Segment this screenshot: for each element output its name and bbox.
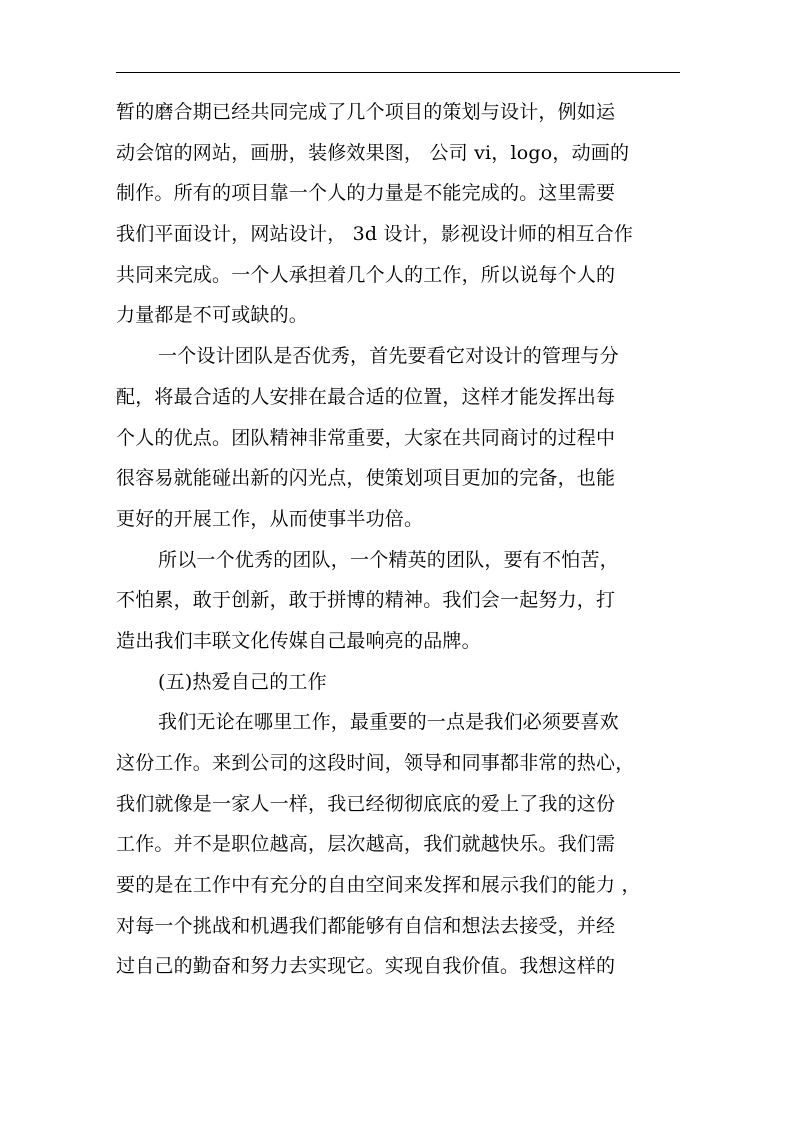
text-line-18: 我们就像是一家人一样，我已经彻彻底底的爱上了我的这份 xyxy=(116,792,616,815)
text-line-12: 所以一个优秀的团队，一个精英的团队，要有不怕苦， xyxy=(158,548,619,571)
text-line-3: 制作。所有的项目靠一个人的力量是不能完成的。这里需要 xyxy=(116,182,616,205)
header-rule xyxy=(116,72,680,73)
text-line-13: 不怕累，敢于创新，敢于拼博的精神。我们会一起努力，打 xyxy=(116,589,616,612)
text-line-4: 我们平面设计，网站设计， 3d 设计，影视设计师的相互合作 xyxy=(116,223,634,246)
text-line-19: 工作。并不是职位越高，层次越高，我们就越快乐。我们需 xyxy=(116,833,616,856)
text-line-8: 配，将最合适的人安排在最合适的位置，这样才能发挥出每 xyxy=(116,385,616,408)
text-line-7: 一个设计团队是否优秀，首先要看它对设计的管理与分 xyxy=(158,345,619,368)
text-line-17: 这份工作。来到公司的这段时间，领导和同事都非常的热心， xyxy=(116,752,635,774)
text-line-2: 动会馆的网站，画册，装修效果图， 公司 vi，logo，动画的 xyxy=(116,141,630,164)
text-line-14: 造出我们丰联文化传媒自己最响亮的品牌。 xyxy=(116,629,481,652)
text-line-6: 力量都是不可或缺的。 xyxy=(116,304,309,327)
section-heading: (五)热爱自己的工作 xyxy=(158,670,327,693)
document-body xyxy=(116,92,696,987)
text-line-10: 很容易就能碰出新的闪光点，使策划项目更加的完备，也能 xyxy=(116,467,616,490)
text-line-20: 要的是在工作中有充分的自由空间来发挥和展示我们的能力 ， xyxy=(116,874,641,897)
text-line-1: 暂的磨合期已经共同完成了几个项目的策划与设计，例如运 xyxy=(116,101,616,123)
text-line-21: 对每一个挑战和机遇我们都能够有自信和想法去接受，并经 xyxy=(116,914,616,937)
text-line-16: 我们无论在哪里工作，最重要的一点是我们必须要喜欢 xyxy=(158,711,619,734)
text-line-5: 共同来完成。一个人承担着几个人的工作，所以说每个人的 xyxy=(116,263,616,286)
text-line-22: 过自己的勤奋和努力去实现它。实现自我价值。我想这样的 xyxy=(116,955,616,978)
text-line-9: 个人的优点。团队精神非常重要，大家在共同商讨的过程中 xyxy=(116,426,616,449)
text-line-11: 更好的开展工作，从而使事半功倍。 xyxy=(116,507,424,530)
